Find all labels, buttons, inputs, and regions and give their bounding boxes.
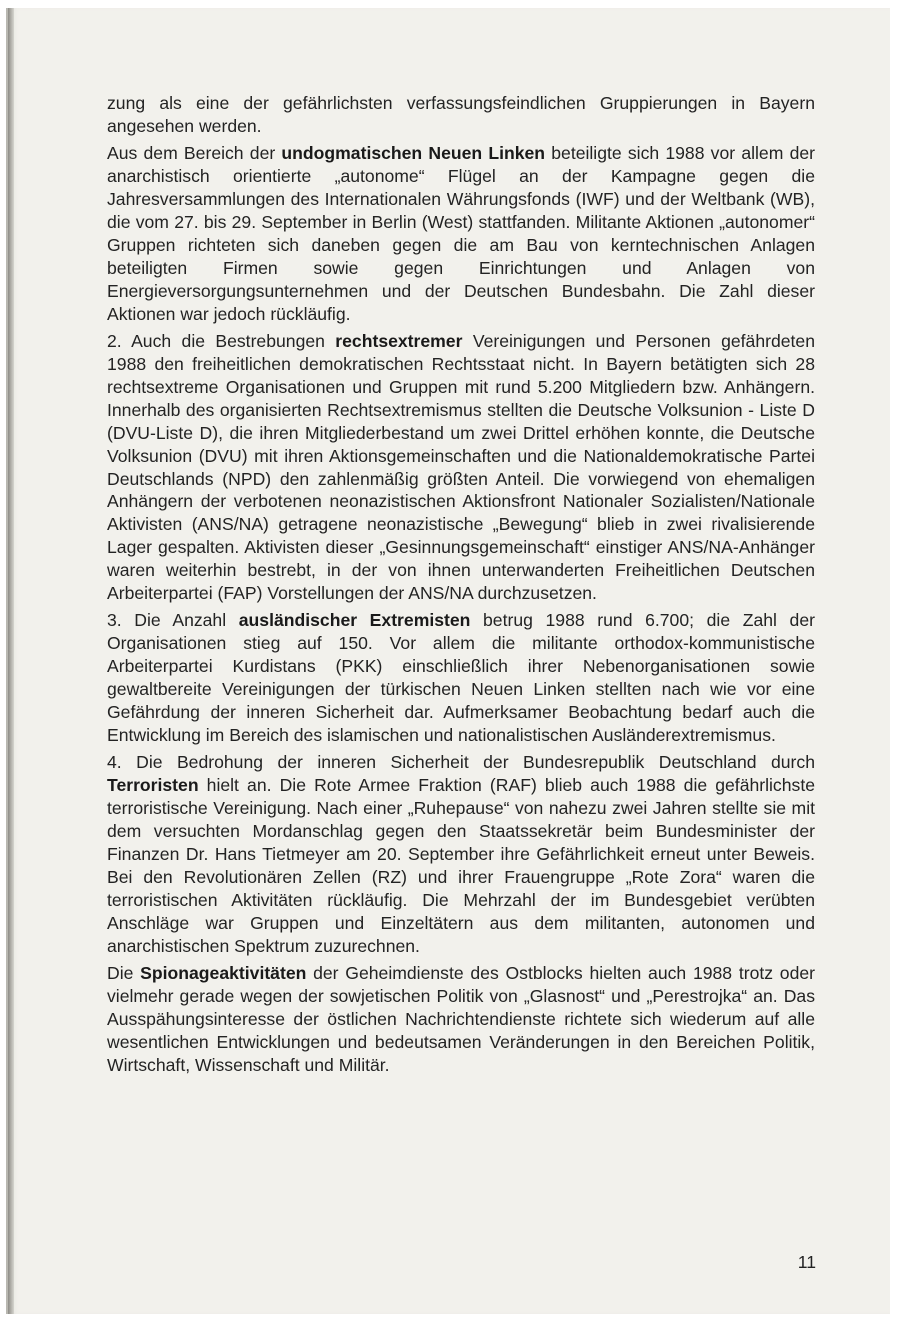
paragraph-neue-linke: [107, 142, 815, 325]
bold-term: Spionageaktivitäten: [140, 963, 307, 984]
paragraph-rechtsextremismus: [107, 330, 815, 605]
text-segment: 2. Auch die Bestrebungen: [107, 331, 336, 352]
text-segment: zung als eine der gefährlichsten verfassungsfeindlichen Gruppierungen in Bayern angesehen werden.: [107, 93, 815, 136]
paragraph-terrorismus: [107, 751, 815, 957]
binding-edge: [8, 8, 14, 1314]
text-segment: Vereinigungen und Personen gefährdeten 1988 den freiheitlichen demokratischen Rechtsstaat nicht. In Bayern betätigten sich 28 rechtsextreme Organisationen und Gruppen mit rund 5.200 Mitgliedern bzw. Anhängern. Innerhalb des organisierten Rechtsextremismus stellten die Deutsche Volksunion - Liste D (DVU-Liste D), die ihren Mitgliederbestand um zwei Drittel erhöhen konnte, die Deutsche Volksunion (DVU) mit ihren Aktionsgemeinschaften und die Nationaldemokratische Partei Deutschlands (NPD) den zahlenmäßig größten Anteil. Die vorwiegend von ehemaligen Anhängern der verbotenen neonazistischen Aktionsfront Nationaler Sozialisten/Nationale Aktivisten (ANS/NA) getragene neonazistische „Bewegung“ blieb in zwei rivalisierende Lager gespalten. Aktivisten dieser „Gesinnungsgemeinschaft“ einstiger ANS/NA-Anhänger waren weiterhin bestrebt, in der von ihnen unterwanderten Freiheitlichen Deutschen Arbeiterpartei (FAP) Vorstellungen der ANS/NA durchzusetzen.: [107, 331, 815, 604]
page-number: 11: [797, 1252, 816, 1272]
paragraph: [107, 92, 815, 138]
text-segment: 3. Die Anzahl: [107, 610, 239, 631]
paragraph-spionage: [107, 962, 815, 1077]
text-segment: betrug 1988 rund 6.700; die Zahl der Organisationen stieg auf 150. Vor allem die militante orthodox-kommunistische Arbeiterpartei Kurdistans (PKK) einschließlich ihrer Nebenorganisationen sowie gewaltbereite Vereinigungen der türkischen Neuen Linken stellten nach wie vor eine Gefährdung der inneren Sicherheit dar. Aufmerksamer Beobachtung bedarf auch die Entwicklung im Bereich des islamischen und nationalistischen Ausländerextremismus.: [107, 610, 815, 745]
bold-term: undogmatischen Neuen Linken: [281, 143, 546, 164]
text-segment: Die: [107, 963, 141, 984]
text-segment: beteiligte sich 1988 vor allem der anarchistisch orientierte „autonome“ Flügel an der Kampagne gegen die Jahresversammlungen des Internationalen Währungsfonds (IWF) und der Weltbank (WB), die vom 27. bis 29. September in Berlin (West) stattfanden. Militante Aktionen „autonomer“ Gruppen richteten sich daneben gegen die am Bau von kerntechnischen Anlagen beteiligten Firmen sowie gegen Einrichtungen und Anlagen von Energieversorgungsunternehmen und der Deutschen Bundesbahn. Die Zahl dieser Aktionen war jedoch rückläufig.: [107, 143, 815, 324]
text-segment: Aus dem Bereich der: [107, 143, 282, 164]
body-text: [107, 92, 815, 1081]
paragraph-auslaender: [107, 609, 815, 746]
text-segment: hielt an. Die Rote Armee Fraktion (RAF) blieb auch 1988 die gefährlichste terroristische Vereinigung. Nach einer „Ruhepause“ von nahezu zwei Jahren stellte sie mit dem versuchten Mordanschlag gegen den Staatssekretär beim Bundesminister der Finanzen Dr. Hans Tietmeyer am 20. September ihre Gefährlichkeit erneut unter Beweis. Bei den Revolutionären Zellen (RZ) und ihrer Frauengruppe „Rote Zora“ waren die terroristischen Aktivitäten rückläufig. Die Mehrzahl der im Bundesgebiet verübten Anschläge war Gruppen und Einzeltätern aus dem militanten, autonomen und anarchistischen Spektrum zuzurechnen.: [107, 775, 815, 956]
bold-term: ausländischer Extremisten: [238, 610, 471, 631]
bold-term: rechtsextremer: [335, 331, 463, 352]
text-segment: der Geheimdienste des Ostblocks hielten auch 1988 trotz oder vielmehr gerade wegen der sowjetischen Politik von „Glasnost“ und „Perestrojka“ an. Das Ausspähungsinteresse der östlichen Nachrichtendienste richtete sich wiederum auf alle wesentlichen Entwicklungen und bedeutsamen Veränderungen in den Bereichen Politik, Wirtschaft, Wissenschaft und Militär.: [107, 963, 815, 1075]
bold-term: Terroristen: [107, 775, 199, 796]
text-segment: 4. Die Bedrohung der inneren Sicherheit der Bundesrepublik Deutschland durch: [107, 752, 815, 773]
